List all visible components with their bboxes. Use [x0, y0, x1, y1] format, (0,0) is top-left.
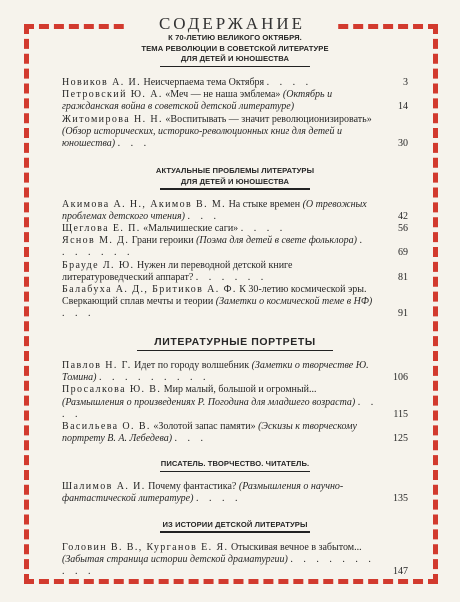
page-number: 147	[393, 565, 408, 577]
toc-entry[interactable]: Акимова А. Н., Акимов В. М. На стыке времен (О тревожных проблемах детского чтения) . . . 42	[62, 198, 408, 222]
section-heading: ИЗ ИСТОРИИ ДЕТСКОЙ ЛИТЕРАТУРЫ	[162, 519, 308, 529]
toc-entry[interactable]: Васильева О. В. «Золотой запас памяти» (Эскизы к творческому портрету В. А. Лебедева) . . . 125	[62, 420, 408, 445]
section-heading: ПИСАТЕЛЬ. ТВОРЧЕСТВО. ЧИТАТЕЛЬ.	[160, 459, 310, 469]
toc-entry[interactable]: Щеглова Е. П. «Мальчишеские саги» . . . . 56	[62, 222, 408, 234]
toc-entry[interactable]: Головин В. В., Курганов Е. Я. Отыскивая вечное в забытом... (Забытая страница истории детской драматургии) . . . . . . . . . . 147	[62, 541, 408, 577]
page-number: 81	[398, 271, 408, 283]
page-number: 125	[393, 433, 408, 445]
toc-entry[interactable]: Балабуха А. Д., Бритиков А. Ф. К 30-летию космической эры. Сверкающий сплав мечты и теории (Заметки о космической теме в НФ) . . . 91	[62, 283, 408, 320]
page-number: 69	[398, 247, 408, 259]
page-number: 91	[398, 308, 408, 320]
page-number: 30	[398, 137, 408, 149]
toc-section	[62, 33, 408, 150]
toc-entry[interactable]: Новиков А. И. Неисчерпаема тема Октября . . . . 3	[62, 76, 408, 88]
section-heading: АКТУАЛЬНЫЕ ПРОБЛЕМЫ ЛИТЕРАТУРЫ ДЛЯ ДЕТЕЙ И ЮНОШЕСТВА	[155, 166, 315, 186]
page-number: 14	[398, 101, 408, 113]
toc-entry[interactable]: Житомирова Н. Н. «Воспитывать — значит революционизировать» (Обзор исторических, историко-революционных книг для детей и юношества) . . . 30	[62, 113, 408, 149]
page-number: 106	[393, 372, 408, 384]
toc-entry[interactable]: Просалкова Ю. В. Мир малый, большой и огромный... (Размышления о произведениях Р. Погодина для младшего возраста) . . . . 115	[62, 384, 408, 420]
section-heading: ЛИТЕРАТУРНЫЕ ПОРТРЕТЫ	[154, 335, 316, 348]
page-number: 56	[398, 222, 408, 234]
toc-entry[interactable]: Петровский Ю. А. «Меч — не наша эмблема» (Октябрь и гражданская война в советской детской литературе) 14	[62, 89, 408, 113]
page-number: 3	[403, 76, 408, 88]
page-number: 42	[398, 210, 408, 222]
toc-section	[62, 520, 408, 579]
toc-entry[interactable]: Брауде Л. Ю. Нужен ли переводной детской книге литературоведческий аппарат? . . . . . . 81	[62, 259, 408, 283]
page-number: 115	[393, 408, 408, 420]
toc-section	[62, 459, 408, 505]
toc-entry[interactable]: Шалимов А. И. Почему фантастика? (Размышления о научно-фантастической литературе) . . . . 135	[62, 481, 408, 505]
toc-entry[interactable]: Павлов Н. Г. Идет по городу волшебник (Заметки о творчестве Ю. Томина) . . . . . . . . . 106	[62, 359, 408, 384]
toc-section	[62, 335, 408, 446]
section-heading: К 70-ЛЕТИЮ ВЕЛИКОГО ОКТЯБРЯ. ТЕМА РЕВОЛЮЦИИ В СОВЕТСКОЙ ЛИТЕРАТУРЕ ДЛЯ ДЕТЕЙ И ЮНОШЕСТВА	[141, 33, 329, 63]
toc-entry[interactable]: Яснов М. Д. Грани героики (Поэма для детей в свете фольклора) . . . . . . . 69	[62, 235, 408, 259]
toc-section	[62, 166, 408, 320]
page-title: СОДЕРЖАНИЕ	[158, 14, 306, 33]
toc	[62, 33, 408, 578]
page-number: 135	[393, 493, 408, 505]
